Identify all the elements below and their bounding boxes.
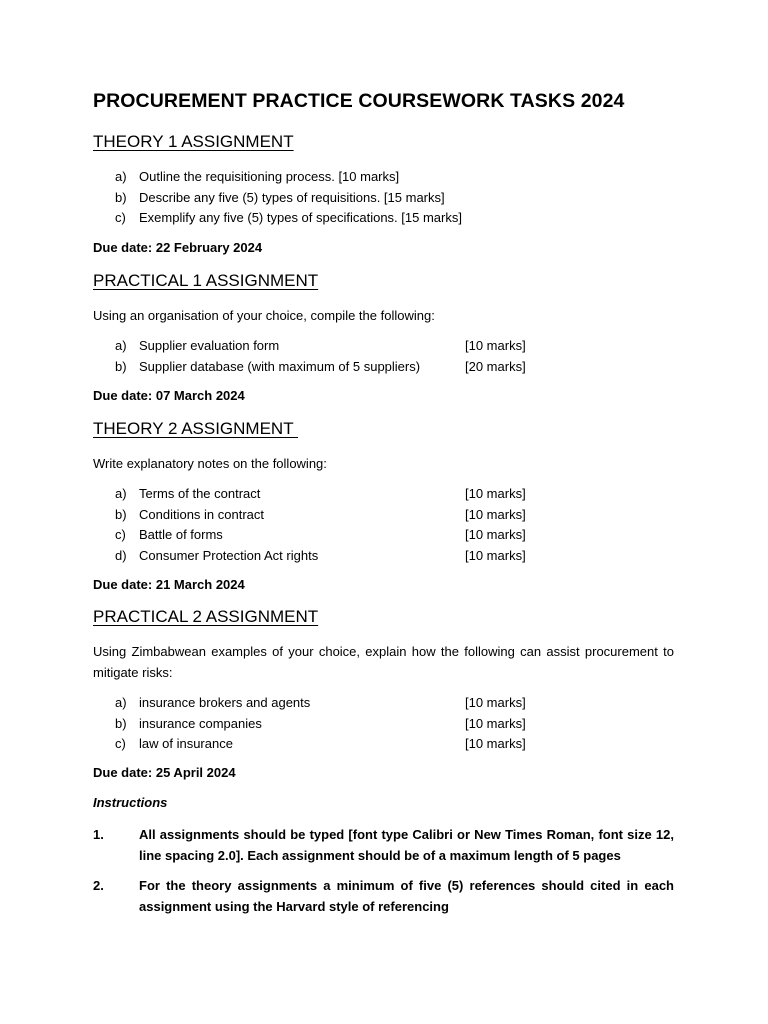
practical-1-intro: Using an organisation of your choice, compile the following: <box>93 308 435 323</box>
item-marks: [10 marks] <box>465 506 526 522</box>
item-text: Outline the requisitioning process. [10 marks] <box>139 169 400 184</box>
item-marks: [10 marks] <box>465 527 526 542</box>
item-letter: a) <box>115 695 127 710</box>
item-letter: d) <box>115 547 127 563</box>
instruction-number: 2. <box>93 878 104 893</box>
section-heading-practical-1: PRACTICAL 1 ASSIGNMENT <box>93 271 319 290</box>
instructions-heading: Instructions <box>93 795 168 810</box>
due-date-practical-2: Due date: 25 April 2024 <box>93 765 236 780</box>
item-marks: [10 marks] <box>465 547 526 563</box>
item-marks: [20 marks] <box>465 358 526 374</box>
due-date-practical-1: Due date: 07 March 2024 <box>93 388 245 403</box>
due-date-theory-2: Due date: 21 March 2024 <box>93 577 245 592</box>
item-text: Consumer Protection Act rights <box>139 547 319 563</box>
item-marks: [10 marks] <box>465 736 526 751</box>
item-letter: b) <box>115 358 127 374</box>
item-letter: a) <box>115 486 127 501</box>
item-text: Battle of forms <box>139 527 223 542</box>
item-letter: b) <box>115 506 127 522</box>
item-text: Conditions in contract <box>139 506 265 522</box>
item-marks: [10 marks] <box>465 338 526 353</box>
practical-2-intro: Using Zimbabwean examples of your choice, explain how the following can assist procurement to mitigate risks: <box>93 644 674 680</box>
document-title: PROCUREMENT PRACTICE COURSEWORK TASKS 2024 <box>93 90 625 112</box>
item-text: insurance brokers and agents <box>139 695 311 710</box>
instruction-item <box>93 825 674 866</box>
item-letter: c) <box>115 527 126 542</box>
item-text: Exemplify any five (5) types of specifications. [15 marks] <box>139 210 462 225</box>
theory-2-intro: Write explanatory notes on the following: <box>93 456 327 471</box>
item-text: Describe any five (5) types of requisitions. [15 marks] <box>139 189 445 205</box>
instruction-text: All assignments should be typed [font type Calibri or New Times Roman, font size 12, line spacing 2.0]. Each assignment should be of a maximum length of 5 pages <box>139 827 674 863</box>
item-letter: c) <box>115 736 126 751</box>
item-letter: b) <box>115 189 127 205</box>
item-marks: [10 marks] <box>465 695 526 710</box>
instruction-text: For the theory assignments a minimum of five (5) references should cited in each assignment using the Harvard style of referencing <box>139 878 674 914</box>
instruction-number: 1. <box>93 827 104 842</box>
item-text: Terms of the contract <box>139 486 261 501</box>
section-heading-theory-1: THEORY 1 ASSIGNMENT <box>93 132 294 151</box>
item-letter: c) <box>115 210 126 225</box>
item-text: law of insurance <box>139 736 233 751</box>
item-text: insurance companies <box>139 715 262 731</box>
item-marks: [10 marks] <box>465 486 526 501</box>
item-text: Supplier database (with maximum of 5 suppliers) <box>139 358 421 374</box>
item-letter: a) <box>115 338 127 353</box>
section-heading-practical-2: PRACTICAL 2 ASSIGNMENT <box>93 607 319 626</box>
item-marks: [10 marks] <box>465 715 526 731</box>
item-letter: b) <box>115 715 127 731</box>
section-heading-theory-2: THEORY 2 ASSIGNMENT <box>93 419 299 438</box>
instruction-item <box>93 876 674 917</box>
due-date-theory-1: Due date: 22 February 2024 <box>93 240 263 255</box>
item-text: Supplier evaluation form <box>139 338 280 353</box>
item-letter: a) <box>115 169 127 184</box>
